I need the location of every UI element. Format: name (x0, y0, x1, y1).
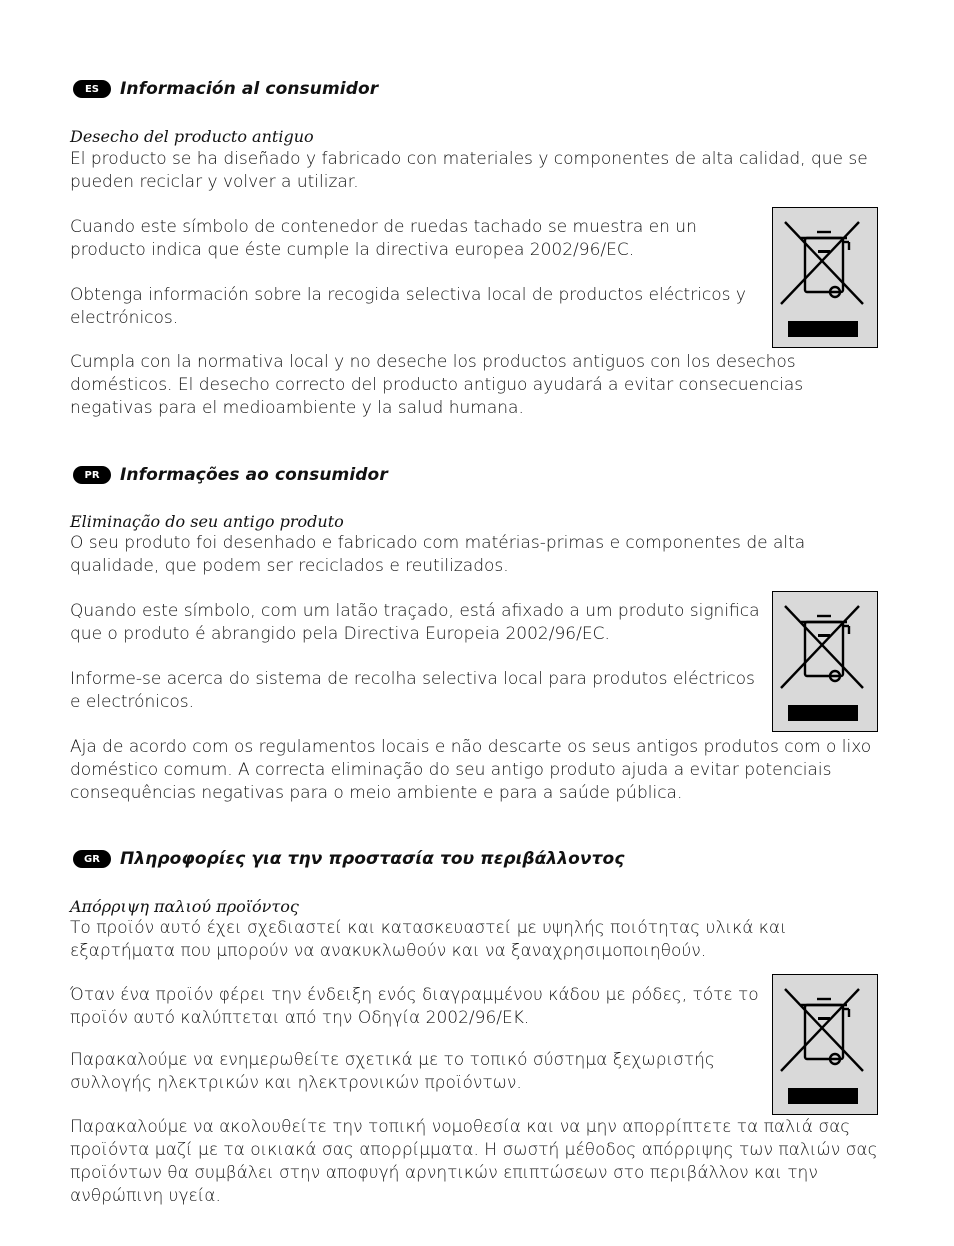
weee-bar (788, 1088, 858, 1104)
paragraph-1: Το προϊόν αυτό έχει σχεδιαστεί και κατασκευαστεί με υψηλής ποιότητας υλικά και εξαρτήματα που μπορούν να ανακυκλωθούν και να ξαναχρησιμοποιηθούν. (70, 918, 787, 961)
weee-bin-icon (772, 591, 878, 732)
paragraph-1: El producto se ha diseñado y fabricado con materiales y componentes de alta calidad, que se pueden reciclar y volver a utilizar. (70, 149, 868, 192)
language-badge: PR (73, 466, 111, 484)
paragraph-4: Παρακαλούμε να ακολουθείτε την τοπική νομοθεσία και να μην απορρίπτετε τα παλιά σας προϊόντα μαζί με τα οικιακά σας απορρίμματα. Η σωστή μέθοδος απόρριψης των παλιών σας προϊόντων θα συμβάλει στην αποφυγή αρνητικών επιπτώσεων στο περιβάλλον και την ανθρώπινη υγεία. (70, 1117, 878, 1206)
paragraph-4: Cumpla con la normativa local y no deseche los productos antiguos con los desechos domésticos. El desecho correcto del producto antiguo ayudará a evitar consecuencias negativas para el medioambiente y la salud humana. (70, 352, 804, 418)
section-header (73, 465, 388, 485)
paragraph-3: Informe-se acerca do sistema de recolha selectiva local para produtos eléctricos e electrónicos. (70, 669, 755, 712)
paragraph-2: Quando este símbolo, com um latão traçado, está afixado a um produto significa que o produto é abrangido pela Directiva Europeia 2002/96/EC. (70, 601, 760, 644)
paragraph-1: O seu produto foi desenhado e fabricado com matérias-primas e componentes de alta qualidade, que podem ser reciclados e reutilizados. (70, 533, 806, 576)
paragraph-3: Obtenga información sobre la recogida selectiva local de productos eléctricos y electrónicos. (70, 285, 746, 328)
paragraph-2: Όταν ένα προϊόν φέρει την ένδειξη ενός διαγραμμένου κάδου με ρόδες, τότε το προϊόν αυτό καλύπτεται από την Οδηγία 2002/96/ΕΚ. (70, 985, 759, 1028)
section-header (73, 849, 625, 869)
weee-bar (788, 705, 858, 721)
weee-bin-icon (772, 207, 878, 348)
weee-bin-icon (772, 974, 878, 1115)
language-badge: GR (73, 850, 111, 868)
paragraph-2: Cuando este símbolo de contenedor de ruedas tachado se muestra en un producto indica que éste cumple la directiva europea 2002/96/EC. (70, 217, 697, 260)
paragraph-3: Παρακαλούμε να ενημερωθείτε σχετικά με το τοπικό σύστημα ξεχωριστής συλλογής ηλεκτρικών και ηλεκτρονικών προϊόντων. (70, 1050, 715, 1093)
section-title: Informações ao consumidor (120, 465, 388, 485)
section-title: Información al consumidor (120, 79, 379, 99)
section-subtitle: Desecho del producto antiguo (70, 127, 314, 146)
language-badge: ES (73, 80, 111, 98)
section-subtitle: Απόρριψη παλιού προϊόντος (70, 897, 299, 916)
section-subtitle: Eliminação do seu antigo produto (70, 512, 344, 531)
section-title: Πληροφορίες για την προστασία του περιβάλλοντος (120, 849, 625, 869)
weee-bar (788, 321, 858, 337)
section-header (73, 79, 378, 99)
paragraph-4: Aja de acordo com os regulamentos locais e não descarte os seus antigos produtos com o lixo doméstico comum. A correcta eliminação do seu antigo produto ajuda a evitar potenciais consequências negativas para o meio ambiente e para a saúde pública. (70, 737, 872, 803)
